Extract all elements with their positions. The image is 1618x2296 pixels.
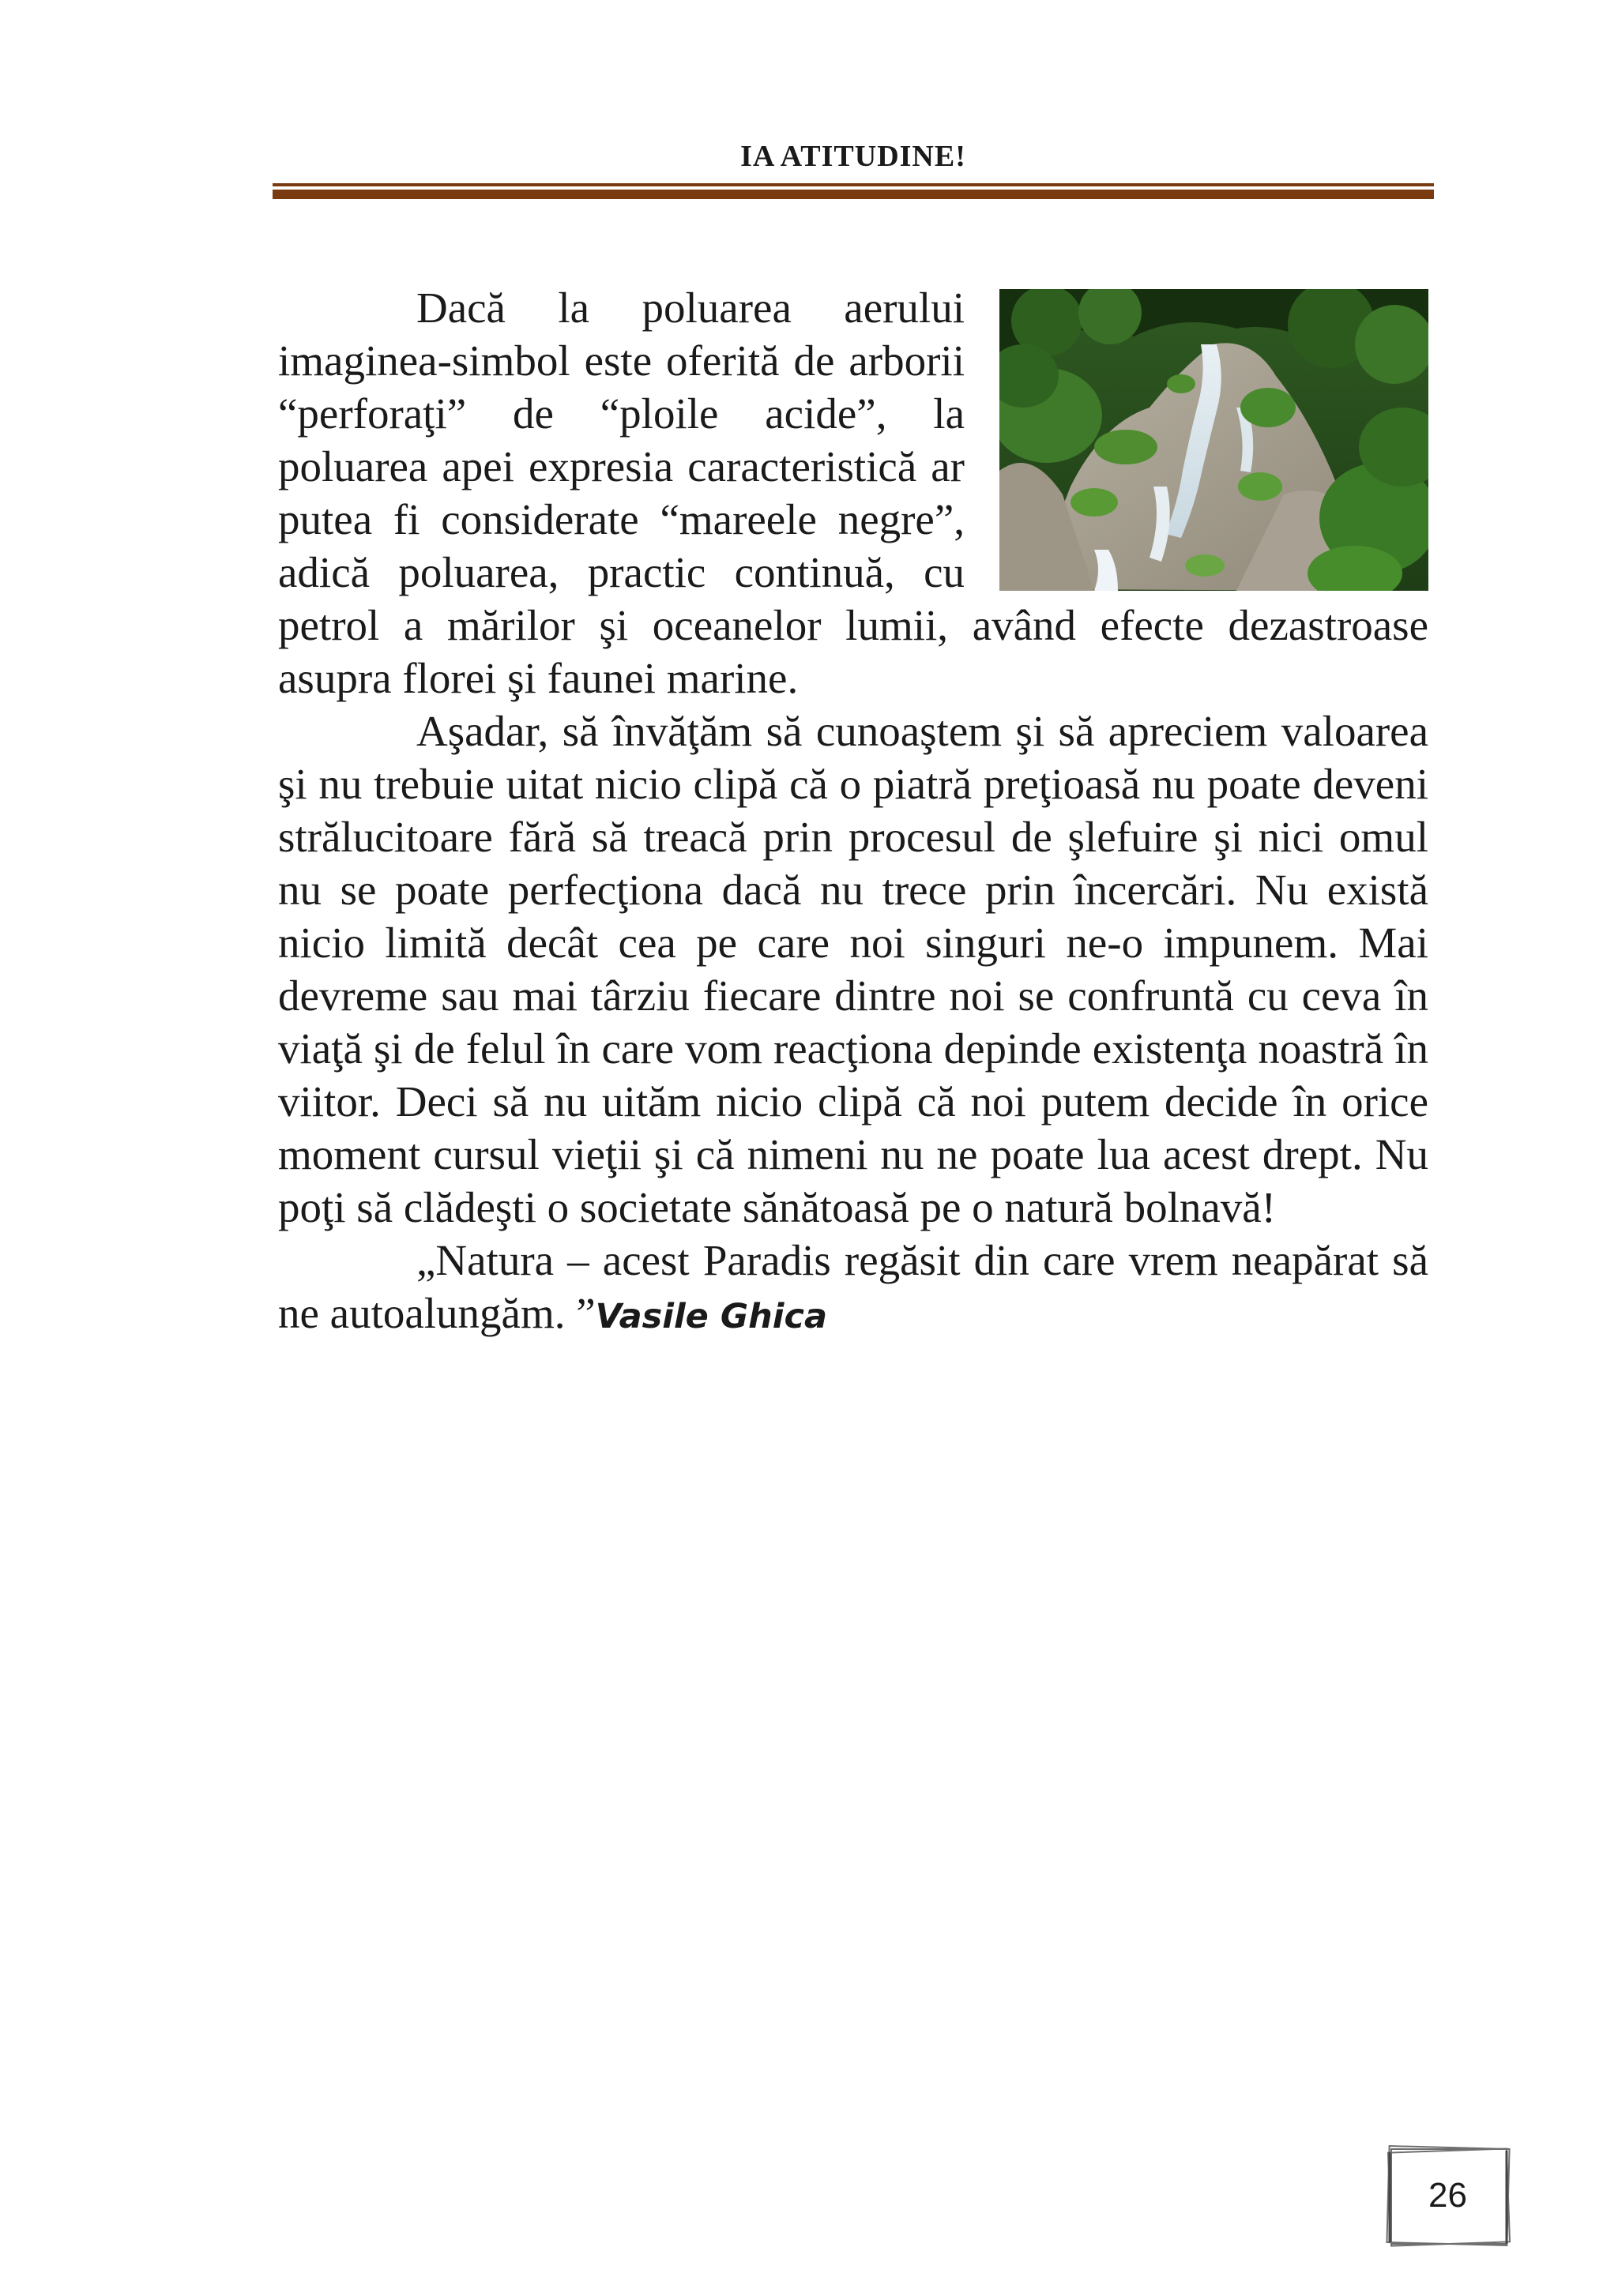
quote-paragraph	[278, 1234, 1428, 1343]
paragraph-1-text: Dacă la poluarea aerului imaginea-simbol este oferită de arborii “perforaţi” de “ploile acide”, la poluarea apei expresia caracteristică ar putea fi considerate “mareele negre”, adică poluarea, practic continuă, cu petrol a mărilor şi oceanelor lumii, având efecte dezastroase asupra florei şi faunei marine.	[278, 284, 1428, 702]
page-number-frame	[1379, 2136, 1517, 2255]
header-rule-thin	[273, 183, 1434, 186]
quote-author: Vasile Ghica	[595, 1297, 827, 1336]
running-header: IA ATITUDINE!	[740, 140, 966, 173]
paragraph-2: Aşadar, să învăţăm să cunoaştem şi să apreciem valoarea şi nu trebuie uitat nicio clipă că o piatră preţioasă nu poate deveni strălucitoare fără să treacă prin procesul de şlefuire şi nici omul nu se poate perfecţiona dacă nu trece prin încercări. Nu există nicio limită decât cea pe care noi singuri ne-o impunem. Mai devreme sau mai târziu fiecare dintre noi se confruntă cu ceva în viaţă şi de felul în care vom reacţiona depinde existenţa noastră în viitor. Deci să nu uităm nicio clipă că noi putem decide în orice moment cursul vieţii şi că nimeni nu ne poate lua acest drept. Nu poţi să clădeşti o societate sănătoasă pe o natură bolnavă!	[278, 707, 1428, 1231]
article-body	[278, 281, 1428, 1343]
header-rule-thick	[273, 190, 1434, 199]
paragraph-1	[278, 281, 1428, 705]
waterfall-photo	[999, 289, 1428, 591]
quote-text: „Natura – acest Paradis regăsit din care vrem neapărat să ne autoalungăm. ”	[278, 1236, 1428, 1337]
page-number: 26	[1428, 2176, 1467, 2215]
